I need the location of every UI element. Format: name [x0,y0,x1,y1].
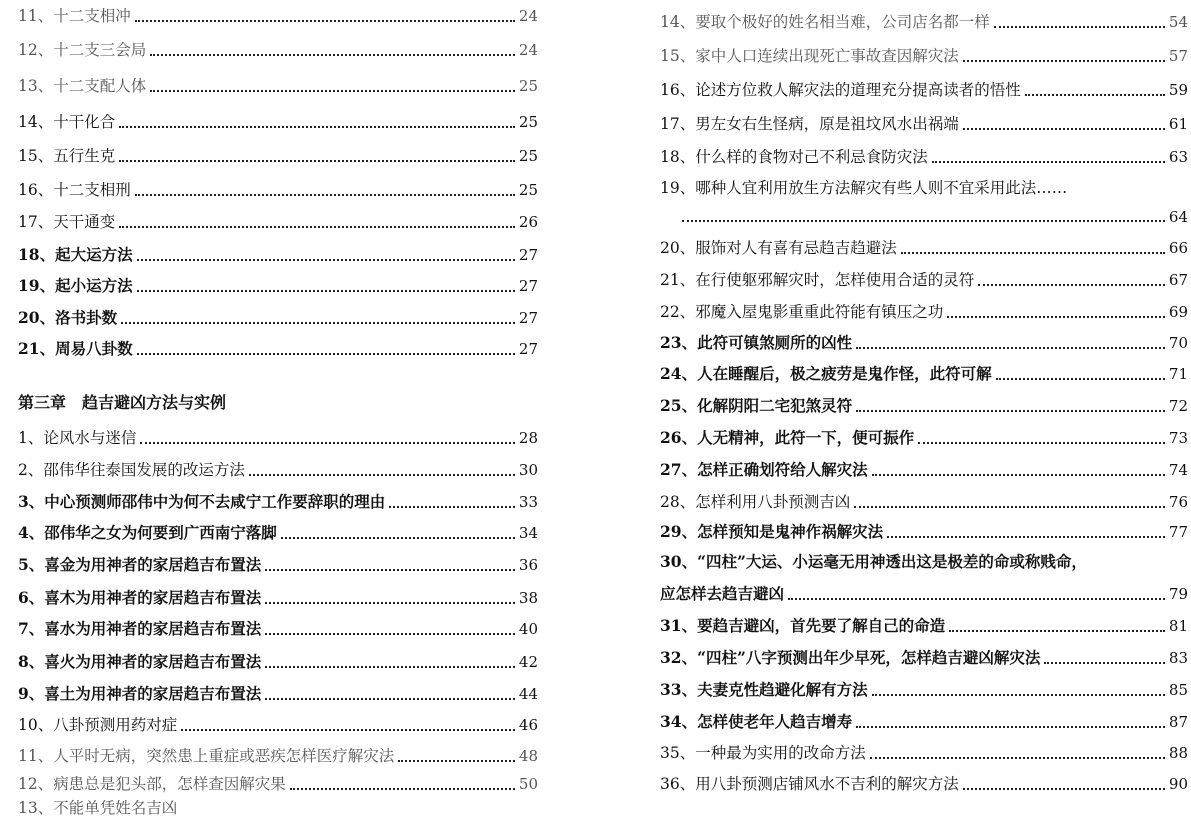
leader-dots [963,128,1165,130]
leader-dots [1044,662,1165,664]
toc-entry-title: 14、要取个极好的姓名相当难，公司店名都一样 [660,13,990,31]
toc-entry-page: 72 [1168,397,1188,415]
toc-entry-page: 27 [518,309,538,327]
leader-dots [137,353,515,355]
toc-entry [660,646,1188,668]
toc-entry [660,44,1188,66]
toc-entry-page: 87 [1168,713,1188,731]
toc-entry-page: 77 [1168,523,1188,541]
toc-entry [660,145,1188,167]
toc-entry-title: 19、哪种人宜利用放生方法解灾有些人则不宜采用此法…… [660,179,1068,197]
toc-entry-page: 27 [518,277,538,295]
toc-entry-page: 50 [518,775,538,793]
toc-entry [660,678,1188,700]
leader-dots [119,160,515,162]
toc-entry-title: 20、服饰对人有喜有忌趋吉趋避法 [660,239,897,257]
toc-entry-page: 76 [1168,493,1188,511]
leader-dots [856,410,1165,412]
toc-entry [660,236,1188,258]
toc-entry [18,210,538,232]
toc-entry-title: 16、十二支相刑 [18,181,131,199]
toc-entry [18,243,538,265]
toc-entry-title: 17、男左女右生怪病，原是祖坟风水出祸端 [660,115,959,133]
toc-entry-page: 25 [518,113,538,131]
toc-entry-page: 44 [518,685,538,703]
leader-dots [137,290,515,292]
toc-entry [18,553,538,575]
toc-entry [660,741,1188,763]
toc-entry-title: 18、什么样的食物对己不利忌食防灾法 [660,148,928,166]
toc-entry [660,458,1188,480]
toc-entry-title: 24、人在睡醒后，极之疲劳是鬼作怪，此符可解 [660,364,992,383]
toc-entry-title: 1、论风水与迷信 [18,429,137,447]
leader-dots [281,537,515,539]
toc-entry-page: 28 [518,429,538,447]
leader-dots [682,220,1165,222]
toc-entry-title: 5、喜金为用神者的家居趋吉布置法 [18,555,262,574]
toc-entry-title: 26、人无精神，此符一下，便可振作 [660,428,915,447]
leader-dots [887,536,1165,538]
toc-entry-title: 20、洛书卦数 [18,308,118,327]
leader-dots [119,226,515,228]
toc-entry [660,614,1188,636]
toc-entry [18,744,538,766]
toc-entry [660,550,1188,572]
toc-entry-title: 3、中心预测师邵伟中为何不去咸宁工作要辞职的理由 [18,492,386,511]
toc-entry [660,112,1188,134]
toc-entry [660,300,1188,322]
leader-dots [872,474,1165,476]
toc-entry-page: 61 [1168,115,1188,133]
toc-entry-title: 22、邪魔入屋鬼影重重此符能有镇压之功 [660,303,944,321]
leader-dots [978,284,1165,286]
leader-dots [290,788,515,790]
toc-entry [18,713,538,735]
toc-entry-page: 42 [518,653,538,671]
toc-entry-title: 33、夫妻克性趋避化解有方法 [660,680,868,699]
toc-entry [18,337,538,359]
toc-entry-title: 21、在行使躯邪解灾时，怎样使用合适的灵符 [660,271,975,289]
toc-entry-page: 83 [1168,649,1188,667]
leader-dots [963,60,1165,62]
toc-entry-continuation [660,204,1188,226]
toc-entry [18,38,538,60]
toc-entry-title: 12、病患总是犯头部，怎样查因解灾果 [18,775,286,793]
toc-entry [18,110,538,132]
toc-entry-page: 34 [518,524,538,542]
leader-dots [389,506,515,508]
leader-dots [1025,94,1165,96]
toc-entry [18,650,538,672]
toc-entry-page: 73 [1168,429,1188,447]
toc-entry-page: 46 [518,716,538,734]
toc-entry-page: 81 [1168,617,1188,635]
toc-entry-page: 64 [1168,208,1188,226]
leader-dots [265,666,515,668]
leader-dots [901,252,1165,254]
toc-entry-page: 74 [1168,461,1188,479]
leader-dots [947,316,1165,318]
toc-entry-title: 36、用八卦预测店铺风水不吉利的解灾方法 [660,775,959,793]
toc-entry-title: 27、怎样正确划符给人解灾法 [660,460,868,479]
toc-entry-title: 14、十干化合 [18,113,116,131]
toc-entry-title: 10、八卦预测用药对症 [18,716,178,734]
toc-entry-page: 36 [518,556,538,574]
toc-entry-page: 66 [1168,239,1188,257]
toc-entry-page: 33 [518,493,538,511]
toc-entry-page: 25 [518,77,538,95]
toc-entry-page: 25 [518,147,538,165]
toc-entry-title: 4、邵伟华之女为何要到广西南宁落脚 [18,523,277,542]
toc-entry-page: 69 [1168,303,1188,321]
toc-entry [660,394,1188,416]
leader-dots [932,161,1165,163]
leader-dots [249,474,515,476]
toc-entry-page: 79 [1168,585,1188,603]
toc-entry-title: 29、怎样预知是鬼神作祸解灾法 [660,522,884,541]
leader-dots [150,54,515,56]
toc-entry-title: 6、喜木为用神者的家居趋吉布置法 [18,588,262,607]
toc-entry [18,458,538,480]
leader-dots [265,602,515,604]
toc-entry-title: 30、“四柱”大运、小运毫无用神透出这是极差的命或称贱命， [660,552,1087,571]
toc-entry [660,268,1188,290]
toc-entry-title: 13、十二支配人体 [18,77,147,95]
toc-entry [18,74,538,96]
leader-dots [121,322,515,324]
toc-entry [660,331,1188,353]
toc-entry-page: 25 [518,181,538,199]
toc-entry-title: 23、此符可镇煞厕所的凶性 [660,333,853,352]
leader-dots [150,90,515,92]
toc-entry [660,10,1188,32]
toc-entry [660,582,1188,604]
toc-entry [18,144,538,166]
toc-entry-page: 40 [518,620,538,638]
toc-entry [18,426,538,448]
toc-entry-page: 26 [518,213,538,231]
toc-entry [18,772,538,794]
toc-entry-title: 2、邵伟华往泰国发展的改运方法 [18,461,245,479]
leader-dots [856,726,1165,728]
toc-entry-page: 30 [518,461,538,479]
toc-entry-page: 24 [518,7,538,25]
toc-entry-page: 71 [1168,365,1188,383]
toc-entry-page: 24 [518,41,538,59]
toc-entry-title: 7、喜水为用神者的家居趋吉布置法 [18,619,262,638]
toc-entry-title: 32、“四柱”八字预测出年少早死，怎样趋吉避凶解灾法 [660,648,1041,667]
leader-dots [398,760,515,762]
toc-entry-page: 85 [1168,681,1188,699]
toc-entry-page: 57 [1168,47,1188,65]
leader-dots [135,194,515,196]
toc-entry [18,274,538,296]
toc-entry [18,306,538,328]
toc-entry-title: 19、起小运方法 [18,276,133,295]
toc-entry [18,617,538,639]
leader-dots [996,378,1165,380]
toc-entry [660,78,1188,100]
chapter-heading: 第三章 趋吉避凶方法与实例 [18,393,227,412]
toc-entry-page: 63 [1168,148,1188,166]
toc-entry [660,362,1188,384]
leader-dots [788,598,1165,600]
toc-entry [660,772,1188,794]
toc-entry-title: 9、喜土为用神者的家居趋吉布置法 [18,684,262,703]
leader-dots [135,20,515,22]
leader-dots [181,729,515,731]
toc-entry-page: 48 [518,747,538,765]
toc-entry-page: 67 [1168,271,1188,289]
toc-entry-title: 12、十二支三会局 [18,41,147,59]
leader-dots [949,630,1165,632]
leader-dots [265,698,515,700]
toc-entry-title: 15、五行生克 [18,147,116,165]
toc-entry-title: 18、起大运方法 [18,245,133,264]
toc-entry-title: 31、要趋吉避凶，首先要了解自己的命造 [660,616,946,635]
toc-entry-page: 59 [1168,81,1188,99]
toc-entry-page: 88 [1168,744,1188,762]
toc-entry-title: 15、家中人口连续出现死亡事故查因解灾法 [660,47,959,65]
leader-dots [872,694,1165,696]
toc-entry-title: 25、化解阴阳二宅犯煞灵符 [660,396,853,415]
leader-dots [119,126,515,128]
toc-entry-page: 54 [1168,13,1188,31]
toc-entry [660,176,1188,198]
leader-dots [140,442,515,444]
leader-dots [870,757,1165,759]
toc-entry [18,586,538,608]
toc-entry-title: 28、怎样利用八卦预测吉凶 [660,493,851,511]
leader-dots [265,633,515,635]
toc-entry [18,682,538,704]
toc-entry [660,490,1188,512]
toc-entry-title: 11、人平时无病，突然患上重症或恶疾怎样医疗解灾法 [18,747,395,765]
leader-dots [137,259,515,261]
toc-entry-page: 27 [518,246,538,264]
toc-entry-page: 38 [518,589,538,607]
toc-entry-title: 11、十二支相冲 [18,7,131,25]
toc-entry [660,520,1188,542]
toc-entry-title: 17、天干通变 [18,213,116,231]
toc-entry [18,521,538,543]
toc-entry-title: 16、论述方位救人解灾法的道理充分提高读者的悟性 [660,81,1021,99]
toc-entry-title: 34、怎样使老年人趋吉增寿 [660,712,853,731]
leader-dots [856,347,1165,349]
toc-entry-page: 70 [1168,334,1188,352]
toc-entry [18,796,538,818]
leader-dots [265,569,515,571]
toc-entry [660,710,1188,732]
leader-dots [963,788,1165,790]
leader-dots [994,26,1165,28]
toc-entry-page: 90 [1168,775,1188,793]
toc-entry-page: 27 [518,340,538,358]
toc-entry-title: 13、不能单凭姓名吉凶 [18,799,178,817]
toc-entry-title: 8、喜火为用神者的家居趋吉布置法 [18,652,262,671]
toc-entry [18,4,538,26]
leader-dots [854,506,1165,508]
leader-dots [918,442,1165,444]
toc-entry [18,490,538,512]
toc-entry-title: 21、周易八卦数 [18,339,133,358]
toc-entry [18,178,538,200]
toc-entry [660,426,1188,448]
toc-entry-title: 应怎样去趋吉避凶 [660,584,785,603]
toc-entry-title: 35、一种最为实用的改命方法 [660,744,866,762]
